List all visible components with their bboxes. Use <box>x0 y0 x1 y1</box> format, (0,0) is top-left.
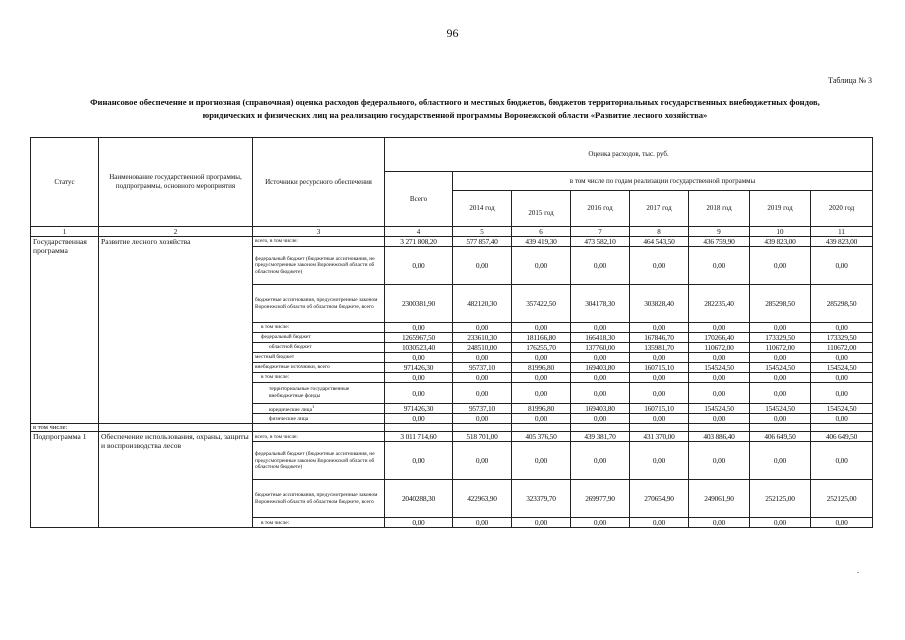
value-year: 439 823,00 <box>811 237 873 247</box>
value-year: 0,00 <box>811 323 873 333</box>
value-year: 0,00 <box>811 414 873 424</box>
value-year: 304178,30 <box>571 285 630 323</box>
value-total: 0,00 <box>385 373 453 383</box>
source-label: всего, в том числе: <box>255 238 298 245</box>
value-total: 1030523,40 <box>385 343 453 353</box>
value-year: 166418,30 <box>571 333 630 343</box>
value-year: 0,00 <box>512 353 571 363</box>
value-year: 0,00 <box>453 442 512 480</box>
value-year: 0,00 <box>689 247 750 285</box>
row-source <box>253 373 385 383</box>
value-year: 110672,00 <box>811 343 873 353</box>
value-total: 0,00 <box>385 323 453 333</box>
value-year: 282235,40 <box>689 285 750 323</box>
value-year: 0,00 <box>750 383 811 404</box>
col-number: 11 <box>811 227 873 237</box>
value-year: 154524,50 <box>811 363 873 373</box>
value-year: 169403,80 <box>571 363 630 373</box>
value-year: 0,00 <box>512 383 571 404</box>
value-year: 181166,80 <box>512 333 571 343</box>
table-label: Таблица № 3 <box>828 76 872 85</box>
row-source <box>253 285 385 323</box>
value-year: 0,00 <box>750 373 811 383</box>
value-year: 0,00 <box>571 383 630 404</box>
value-year: 0,00 <box>453 353 512 363</box>
page-number: 96 <box>446 26 459 40</box>
row-program-name: Обеспечение использования, охраны, защиты и воспроизводства лесов <box>99 432 253 528</box>
value-total: 0,00 <box>385 518 453 528</box>
value-year: 0,00 <box>689 373 750 383</box>
value-year: 0,00 <box>689 414 750 424</box>
source-label: в том числе: <box>261 374 290 381</box>
col-number: 5 <box>453 227 512 237</box>
value-year: 95737,10 <box>453 404 512 414</box>
empty-cell <box>385 424 453 432</box>
value-year: 0,00 <box>571 414 630 424</box>
value-year: 0,00 <box>750 518 811 528</box>
value-year: 0,00 <box>689 383 750 404</box>
value-year: 0,00 <box>630 373 689 383</box>
row-source <box>253 404 385 414</box>
empty-cell <box>571 424 630 432</box>
value-year: 0,00 <box>453 383 512 404</box>
value-year: 405 376,50 <box>512 432 571 442</box>
empty-cell <box>253 424 385 432</box>
empty-cell <box>453 424 512 432</box>
value-year: 0,00 <box>512 373 571 383</box>
value-year: 0,00 <box>689 518 750 528</box>
value-year: 0,00 <box>811 518 873 528</box>
separator-label: в том числе: <box>31 424 99 432</box>
value-year: 270654,90 <box>630 480 689 518</box>
row-source <box>253 442 385 480</box>
value-year: 160715,10 <box>630 404 689 414</box>
col-number: 4 <box>385 227 453 237</box>
value-year: 0,00 <box>630 414 689 424</box>
value-year: 0,00 <box>512 414 571 424</box>
value-year: 0,00 <box>630 383 689 404</box>
value-year: 303828,40 <box>630 285 689 323</box>
value-year: 0,00 <box>453 247 512 285</box>
value-year: 0,00 <box>811 247 873 285</box>
value-year: 0,00 <box>512 247 571 285</box>
footnote-mark: 1 <box>311 404 315 409</box>
value-year: 473 582,10 <box>571 237 630 247</box>
value-year: 0,00 <box>630 323 689 333</box>
value-year: 173329,50 <box>750 333 811 343</box>
value-year: 285298,50 <box>750 285 811 323</box>
value-total: 0,00 <box>385 414 453 424</box>
value-year: 0,00 <box>689 323 750 333</box>
col-number: 1 <box>31 227 99 237</box>
value-year: 233610,30 <box>453 333 512 343</box>
value-year: 269977,90 <box>571 480 630 518</box>
header-status: Статус <box>31 138 99 227</box>
value-total: 3 011 714,60 <box>385 432 453 442</box>
value-year: 357422,50 <box>512 285 571 323</box>
value-year: 0,00 <box>512 518 571 528</box>
value-year: 0,00 <box>750 414 811 424</box>
value-year: 110672,00 <box>689 343 750 353</box>
source-label: областной бюджет <box>269 344 312 351</box>
col-number: 9 <box>689 227 750 237</box>
source-label: местный бюджет <box>255 354 295 361</box>
col-number: 3 <box>253 227 385 237</box>
value-year: 406 649,50 <box>811 432 873 442</box>
value-year: 0,00 <box>571 247 630 285</box>
value-year: 0,00 <box>630 518 689 528</box>
value-year: 0,00 <box>811 353 873 363</box>
budget-table <box>30 137 873 528</box>
value-year: 0,00 <box>512 442 571 480</box>
value-total: 971426,30 <box>385 404 453 414</box>
source-label: юридические лица <box>269 406 312 413</box>
row-source <box>253 237 385 247</box>
value-year: 439 419,30 <box>512 237 571 247</box>
page-footer-mark: . <box>857 566 859 575</box>
value-total: 1265967,50 <box>385 333 453 343</box>
title-line-2: юридических и физических лиц на реализацию государственной программы Воронежской области «Развитие лесного хозяйства» <box>202 110 708 120</box>
value-year: 169403,80 <box>571 404 630 414</box>
header-program-name: Наименование государственной программы, подпрограммы, основного мероприятия <box>99 138 253 227</box>
value-year: 173329,50 <box>811 333 873 343</box>
empty-cell <box>689 424 750 432</box>
value-year: 154524,50 <box>750 363 811 373</box>
source-label: бюджетные ассигнования, предусмотренные законом Воронежской области об областном бюджете, всего <box>255 492 378 505</box>
value-year: 0,00 <box>630 442 689 480</box>
col-number: 10 <box>750 227 811 237</box>
value-year: 137760,00 <box>571 343 630 353</box>
header-year-2019: 2019 год <box>750 191 811 227</box>
value-year: 0,00 <box>571 323 630 333</box>
value-year: 135981,70 <box>630 343 689 353</box>
empty-cell <box>99 424 253 432</box>
header-year-2015: 2015 год <box>512 191 571 227</box>
value-year: 0,00 <box>571 373 630 383</box>
source-label: в том числе: <box>261 519 290 526</box>
value-year: 0,00 <box>811 373 873 383</box>
value-year: 577 857,40 <box>453 237 512 247</box>
value-year: 0,00 <box>571 518 630 528</box>
col-number: 2 <box>99 227 253 237</box>
value-year: 81996,80 <box>512 363 571 373</box>
value-year: 0,00 <box>571 353 630 363</box>
value-year: 154524,50 <box>750 404 811 414</box>
header-year-2020: 2020 год <box>811 191 873 227</box>
value-total: 0,00 <box>385 353 453 363</box>
value-year: 0,00 <box>750 323 811 333</box>
source-label: федеральный бюджет (бюджетные ассигнования, не предусмотренные законом Воронежской области об областном бюджете) <box>255 451 375 471</box>
value-total: 3 271 808,20 <box>385 237 453 247</box>
value-total: 0,00 <box>385 442 453 480</box>
row-source <box>253 333 385 343</box>
value-year: 160715,10 <box>630 363 689 373</box>
empty-cell <box>630 424 689 432</box>
empty-cell <box>512 424 571 432</box>
value-year: 81996,80 <box>512 404 571 414</box>
source-label: внебюджетные источники, всего <box>255 364 330 371</box>
value-year: 110672,00 <box>750 343 811 353</box>
value-total: 0,00 <box>385 247 453 285</box>
value-year: 252125,00 <box>811 480 873 518</box>
value-year: 436 759,90 <box>689 237 750 247</box>
row-source <box>253 518 385 528</box>
header-year-2014: 2014 год <box>453 191 512 227</box>
source-label: территориальные государственные внебюджетные фонды <box>269 386 350 399</box>
value-year: 439 381,70 <box>571 432 630 442</box>
row-status: Государственная программа <box>31 237 99 424</box>
col-number: 8 <box>630 227 689 237</box>
header-total: Всего <box>385 172 453 227</box>
value-year: 95737,10 <box>453 363 512 373</box>
value-year: 176255,70 <box>512 343 571 353</box>
row-program-name: Развитие лесного хозяйства <box>99 237 253 424</box>
source-label: в том числе: <box>261 324 290 331</box>
value-year: 323379,70 <box>512 480 571 518</box>
value-year: 0,00 <box>453 414 512 424</box>
row-source <box>253 432 385 442</box>
value-year: 249061,90 <box>689 480 750 518</box>
value-year: 0,00 <box>453 323 512 333</box>
row-source <box>253 247 385 285</box>
value-year: 0,00 <box>750 353 811 363</box>
row-source <box>253 363 385 373</box>
value-year: 406 649,50 <box>750 432 811 442</box>
header-estimate: Оценка расходов, тыс. руб. <box>385 138 873 172</box>
value-year: 0,00 <box>750 247 811 285</box>
value-year: 0,00 <box>453 518 512 528</box>
value-total: 2040288,30 <box>385 480 453 518</box>
value-year: 0,00 <box>453 373 512 383</box>
row-source <box>253 343 385 353</box>
value-year: 0,00 <box>512 323 571 333</box>
value-year: 0,00 <box>811 383 873 404</box>
col-number: 6 <box>512 227 571 237</box>
empty-cell <box>750 424 811 432</box>
value-year: 464 543,50 <box>630 237 689 247</box>
value-year: 0,00 <box>630 247 689 285</box>
value-total: 2300381,90 <box>385 285 453 323</box>
value-year: 248510,00 <box>453 343 512 353</box>
row-source <box>253 323 385 333</box>
value-year: 422963,90 <box>453 480 512 518</box>
value-year: 0,00 <box>689 442 750 480</box>
source-label: федеральный бюджет <box>261 334 311 341</box>
header-sources: Источники ресурсного обеспечения <box>253 138 385 227</box>
value-year: 170266,40 <box>689 333 750 343</box>
value-year: 154524,50 <box>811 404 873 414</box>
row-source <box>253 480 385 518</box>
source-label: всего, в том числе: <box>255 433 298 440</box>
empty-cell <box>811 424 873 432</box>
title-line-1: Финансовое обеспечение и прогнозная (справочная) оценка расходов федерального, областного и местных бюджетов, бюджетов территориальных государственных внебюджетных фондов, <box>90 97 820 107</box>
source-label: федеральный бюджет (бюджетные ассигнования, не предусмотренные законом Воронежской области об областном бюджете) <box>255 255 375 275</box>
header-year-2016: 2016 год <box>571 191 630 227</box>
value-year: 154524,50 <box>689 404 750 414</box>
row-status: Подпрограмма 1 <box>31 432 99 528</box>
header-year-2018: 2018 год <box>689 191 750 227</box>
value-year: 285298,50 <box>811 285 873 323</box>
table-row <box>31 237 873 247</box>
document-title <box>40 96 870 122</box>
value-year: 0,00 <box>750 442 811 480</box>
value-year: 167846,70 <box>630 333 689 343</box>
row-source <box>253 353 385 363</box>
value-total: 971426,30 <box>385 363 453 373</box>
separator-row <box>31 424 873 432</box>
value-year: 518 701,00 <box>453 432 512 442</box>
value-year: 439 823,00 <box>750 237 811 247</box>
value-year: 482120,30 <box>453 285 512 323</box>
source-label: бюджетные ассигнования, предусмотренные законом Воронежской области об областном бюджете, всего <box>255 296 378 310</box>
row-source <box>253 414 385 424</box>
source-label: физические лица <box>269 415 309 422</box>
value-year: 403 886,40 <box>689 432 750 442</box>
value-year: 252125,00 <box>750 480 811 518</box>
table-row <box>31 432 873 442</box>
header-by-years: в том числе по годам реализации государственной программы <box>453 172 873 191</box>
header-year-2017: 2017 год <box>630 191 689 227</box>
col-number: 7 <box>571 227 630 237</box>
value-year: 0,00 <box>630 353 689 363</box>
value-total: 0,00 <box>385 383 453 404</box>
value-year: 0,00 <box>571 442 630 480</box>
value-year: 154524,50 <box>689 363 750 373</box>
value-year: 0,00 <box>811 442 873 480</box>
value-year: 431 370,00 <box>630 432 689 442</box>
row-source <box>253 383 385 404</box>
value-year: 0,00 <box>689 353 750 363</box>
